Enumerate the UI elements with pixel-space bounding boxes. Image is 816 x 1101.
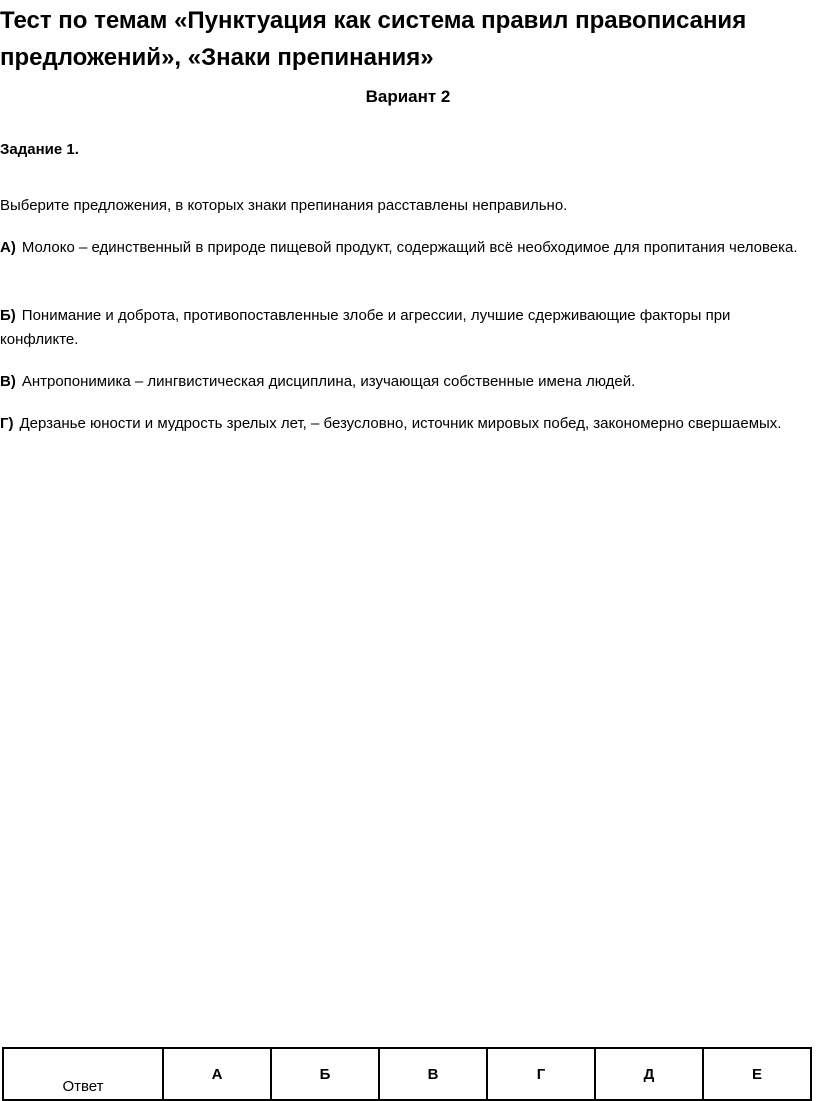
task-instruction: Выберите предложения, в которых знаки препинания расставлены неправильно.: [0, 197, 568, 214]
option-text: Понимание и доброта, противопоставленные злобе и агрессии, лучшие сдерживающие факторы при конфликте.: [0, 307, 731, 348]
answer-column-e[interactable]: Е: [703, 1048, 811, 1100]
document-title: Тест по темам «Пунктуация как система правил правописания предложений», «Знаки препинания»: [0, 7, 747, 71]
option-text: Дерзанье юности и мудрость зрелых лет, – безусловно, источник мировых побед, закономерно свершаемых.: [19, 415, 782, 432]
option-letter: В): [0, 373, 16, 390]
answer-row: [3, 1048, 811, 1100]
option-d: [0, 412, 805, 436]
answer-column-b[interactable]: Б: [271, 1048, 379, 1100]
answer-column-g[interactable]: Г: [487, 1048, 595, 1100]
variant-heading: Вариант 2: [365, 87, 451, 106]
answer-column-a[interactable]: А: [163, 1048, 271, 1100]
option-text: Антропонимика – лингвистическая дисциплина, изучающая собственные имена людей.: [21, 373, 636, 390]
option-a: [0, 236, 805, 260]
answer-table: [2, 1047, 812, 1101]
option-letter: Б): [0, 307, 16, 324]
task-heading: Задание 1.: [0, 141, 79, 158]
answer-column-v[interactable]: В: [379, 1048, 487, 1100]
option-letter: Г): [0, 415, 14, 432]
option-letter: А): [0, 239, 16, 256]
option-text: Молоко – единственный в природе пищевой продукт, содержащий всё необходимое для пропитания человека.: [21, 239, 798, 256]
answer-label: Ответ: [3, 1048, 163, 1100]
option-c: [0, 370, 805, 394]
answer-column-d[interactable]: Д: [595, 1048, 703, 1100]
option-b: [0, 304, 805, 352]
